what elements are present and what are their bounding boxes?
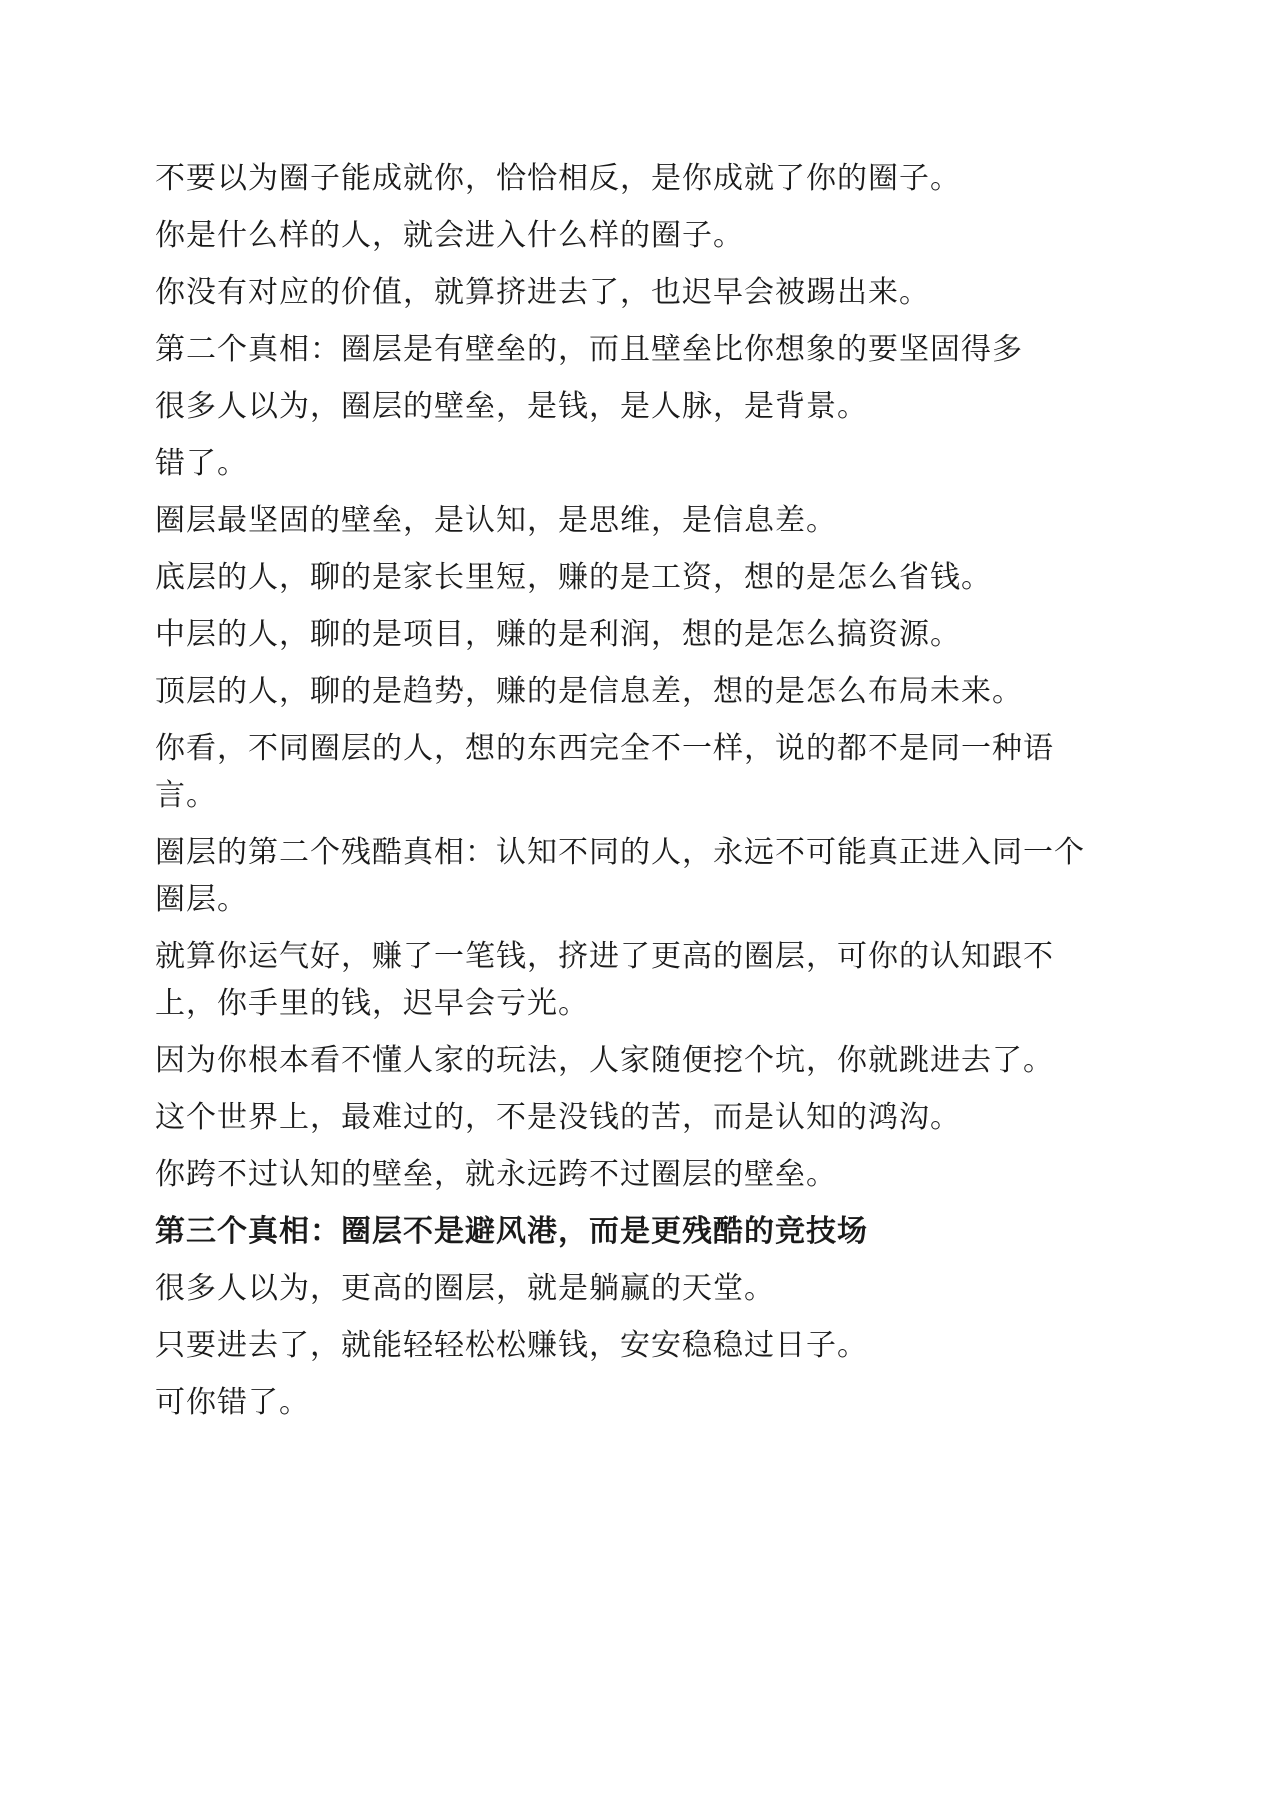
paragraph: 圈层最坚固的壁垒，是认知，是思维，是信息差。 (155, 503, 837, 538)
paragraph: 底层的人，聊的是家长里短，赚的是工资，想的是怎么省钱。 (155, 560, 992, 595)
paragraph: 可你错了。 (155, 1385, 310, 1420)
section-heading: 第三个真相：圈层不是避风港，而是更残酷的竞技场 (155, 1214, 868, 1249)
paragraph: 你跨不过认知的壁垒，就永远跨不过圈层的壁垒。 (155, 1157, 837, 1192)
paragraph: 中层的人，聊的是项目，赚的是利润，想的是怎么搞资源。 (155, 617, 961, 652)
paragraph: 只要进去了，就能轻轻松松赚钱，安安稳稳过日子。 (155, 1328, 868, 1363)
paragraph: 因为你根本看不懂人家的玩法，人家随便挖个坑，你就跳进去了。 (155, 1043, 1054, 1078)
paragraph: 这个世界上，最难过的，不是没钱的苦，而是认知的鸿沟。 (155, 1100, 961, 1135)
paragraph: 顶层的人，聊的是趋势，赚的是信息差，想的是怎么布局未来。 (155, 674, 1023, 709)
paragraph: 很多人以为，圈层的壁垒，是钱，是人脉，是背景。 (155, 389, 868, 424)
paragraph: 不要以为圈子能成就你，恰恰相反，是你成就了你的圈子。 (155, 161, 961, 196)
document-page (155, 155, 1115, 1436)
paragraph: 很多人以为，更高的圈层，就是躺赢的天堂。 (155, 1271, 775, 1306)
paragraph: 错了。 (155, 446, 248, 481)
paragraph: 就算你运气好，赚了一笔钱，挤进了更高的圈层，可你的认知跟不上，你手里的钱，迟早会亏光。 (155, 939, 1054, 1021)
paragraph: 你没有对应的价值，就算挤进去了，也迟早会被踢出来。 (155, 275, 930, 310)
paragraph: 圈层的第二个残酷真相：认知不同的人，永远不可能真正进入同一个圈层。 (155, 835, 1085, 917)
section-heading: 第二个真相：圈层是有壁垒的，而且壁垒比你想象的要坚固得多 (155, 332, 1023, 367)
paragraph: 你看，不同圈层的人，想的东西完全不一样，说的都不是同一种语言。 (155, 731, 1054, 813)
paragraph: 你是什么样的人，就会进入什么样的圈子。 (155, 218, 744, 253)
